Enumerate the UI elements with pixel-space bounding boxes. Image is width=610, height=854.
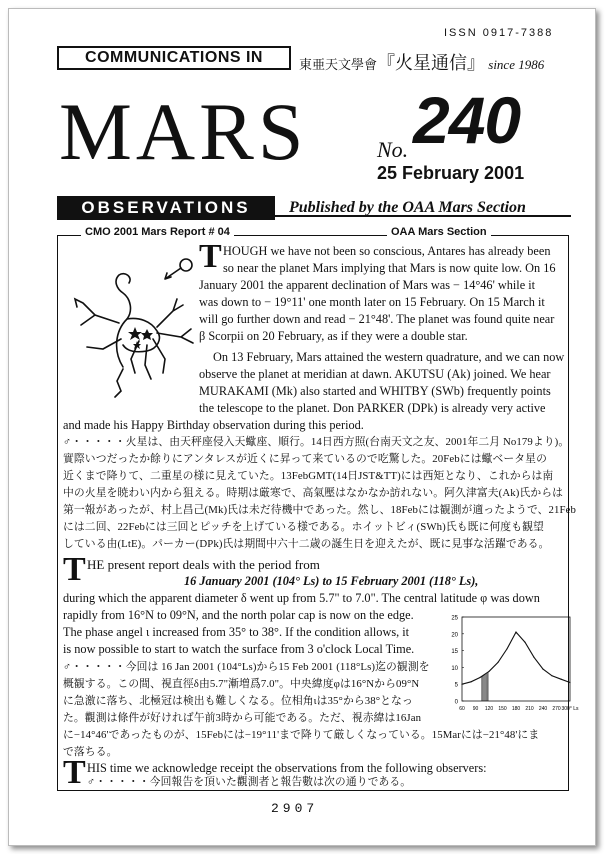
chart-x-tick-label: 90 xyxy=(472,706,479,712)
issue-no-label: No. xyxy=(377,137,409,162)
jp2-line-3: に急激に落ち、北極冠は検出も難しくなる。位相角ιは35°から38°となっ xyxy=(63,695,413,707)
p2-period: 16 January 2001 (104° Ls) to 15 February 2001 (118° Ls), xyxy=(184,574,479,588)
chart-y-tick-label: 20 xyxy=(451,632,458,639)
jp2-line-1: ♂・・・・・今回は 16 Jan 2001 (104°Ls)から15 Feb 2001 (118°Ls)迄の観測を xyxy=(63,661,430,673)
p1-line-9: MURAKAMI (Mk) also started and WHITBY (SWb) frequently points xyxy=(199,384,551,398)
jp2-line-4: た。觀測は條件が好ければ午前3時から可能である。ただ、視赤緯は16Jan xyxy=(63,712,422,724)
chart-x-tick-label: 270 xyxy=(552,706,561,712)
p2-line-1: HE present report deals with the period from xyxy=(87,557,320,572)
chart-y-tick-label: 15 xyxy=(451,649,458,656)
document-page xyxy=(8,8,596,846)
chart-series-line xyxy=(462,632,570,684)
issue-number: 240 xyxy=(413,83,521,157)
jp2-line-5: に−14°46'であったものが、15Febには−19°11'まで降りて厳しくなっている。15Marには−21°48'にま xyxy=(63,729,540,741)
chart-x-tick-label: 300° Ls xyxy=(561,706,579,712)
p1-line-5: will go further down and read − 21°48'. The planet was found quite near xyxy=(199,312,555,326)
p1-line-2: so near the planet Mars implying that Mars is now quite low. On 16 xyxy=(223,261,556,275)
p1-line-8: observe the planet at meridian at dawn. AKUTSU (Ak) joined. We hear xyxy=(199,367,551,381)
chart-x-tick-label: 180 xyxy=(511,706,521,712)
p3-jp-line: ♂・・・・・今回報告を頂いた觀測者と報告數は次の通りである。 xyxy=(87,776,412,788)
p1-line-7: On 13 February, Mars attained the western quadrature, and we can now xyxy=(213,350,565,364)
communications-in-box: COMMUNICATIONS IN xyxy=(57,46,291,70)
chart-y-tick-label: 5 xyxy=(454,682,458,689)
journal-jp-title xyxy=(299,49,544,75)
jp1-line-6: には二回、22Febには三回とピッチを上げている様である。ホイットビィ(SWh)氏も既に何度も観望 xyxy=(63,521,544,533)
jp1-line-4: 中の火星を暁わい内から狙える。時期は厳寒で、高氣壓はなかなか訪れない。阿久津富夫(Ak)氏からは xyxy=(63,487,564,499)
chart-x-tick-label: 240 xyxy=(538,706,548,712)
dropcap-2: T xyxy=(63,551,86,588)
dropcap-3: T xyxy=(63,754,86,791)
chart-y-tick-label: 10 xyxy=(451,665,458,672)
mars-globe-icon xyxy=(180,259,192,271)
jp1-line-3: 近くまで降りて、二重星の様に見えていた。13FebGMT(14日JST&TT)には西矩となり、これからは南 xyxy=(63,470,554,482)
title-jp: 『火星通信』 xyxy=(377,53,486,73)
issue-date: 25 February 2001 xyxy=(377,163,525,183)
p3-line-1: HIS time we acknowledge receipt the observations from the following observers: xyxy=(87,761,487,775)
page-number: 2907 xyxy=(271,801,319,816)
p2-line-6: is now possible to start to watch the surface from 3 o'clock Local Time. xyxy=(63,642,415,656)
jp1-line-2: 實際いつだったか餘りにアンタレスが近くに昇って来ているので吃驚した。20Febには蠍ベータ星の xyxy=(63,453,547,465)
chart-x-tick-label: 60 xyxy=(459,706,465,712)
chart-frame xyxy=(462,617,570,701)
org-jp: 東亜天文學會 xyxy=(299,57,378,72)
p1-line-6: β Scorpii on 20 February, as if they were a double star. xyxy=(199,329,468,343)
since-label: since 1986 xyxy=(488,57,545,72)
chart-x-tick-label: 150 xyxy=(498,706,507,712)
report-title: CMO 2001 Mars Report # 04 xyxy=(81,226,234,238)
section-name: OAA Mars Section xyxy=(387,226,491,238)
issn-label: ISSN 0917-7388 xyxy=(444,27,554,39)
p2-line-5: The phase angel ι increased from 35° to 38°. If the condition allows, it xyxy=(63,625,410,639)
jp1-line-5: 第一報があったが、村上昌己(Mk)氏は未だ待機中であった。然し、18Febには観測が適ったようで、21Feb xyxy=(63,504,577,516)
jp1-line-7: している由(LtE)。パーカー(DPk)氏は期間中六十二歳の誕生日を迎えたが、既に見事な活躍である。 xyxy=(63,538,550,550)
jp2-line-2: 概観する。この間、視直徑δ由5.7"漸増爲7.0"。中央緯度φは16°Nから09°N xyxy=(63,678,420,690)
jp1-line-1: ♂・・・・・火星は、由天秤座侵入天蠍座、順行。14日西方照(台南天文之友、2001年二月 No179より)。 xyxy=(63,436,570,448)
p1-line-3: January 2001 the apparent declination of Mars was − 14°46' while it xyxy=(199,278,536,292)
chart-x-tick-label: 210 xyxy=(525,706,534,712)
scorpion-illustration xyxy=(61,241,201,401)
p1-line-11: and made his Happy Birthday observation during this period. xyxy=(63,418,364,432)
published-by: Published by the OAA Mars Section xyxy=(289,199,526,216)
p1-line-10: the telescope to the planet. Don PARKER (DPk) is already very active xyxy=(199,401,546,415)
observations-banner: OBSERVATIONS xyxy=(57,196,275,220)
chart-x-tick-label: 120 xyxy=(484,706,494,712)
diameter-chart xyxy=(442,611,579,715)
mars-title: MARS xyxy=(59,86,308,177)
p1-line-1: HOUGH we have not been so conscious, Antares has already been xyxy=(223,244,551,258)
dropcap-1: T xyxy=(199,238,222,275)
chart-y-tick-label: 0 xyxy=(454,699,458,706)
chart-y-tick-label: 25 xyxy=(451,615,458,622)
p2-line-4: rapidly from 16°N to 09°N, and the north polar cap is now on the edge. xyxy=(63,608,414,622)
jp2-line-6: で落ちる。 xyxy=(63,746,118,758)
p2-line-3: during which the apparent diameter δ went up from 5.7" to 7.0". The central latitude φ was down xyxy=(63,591,540,605)
p1-line-4: was down to − 19°11' one month later on 15 February. On 15 March it xyxy=(199,295,545,309)
